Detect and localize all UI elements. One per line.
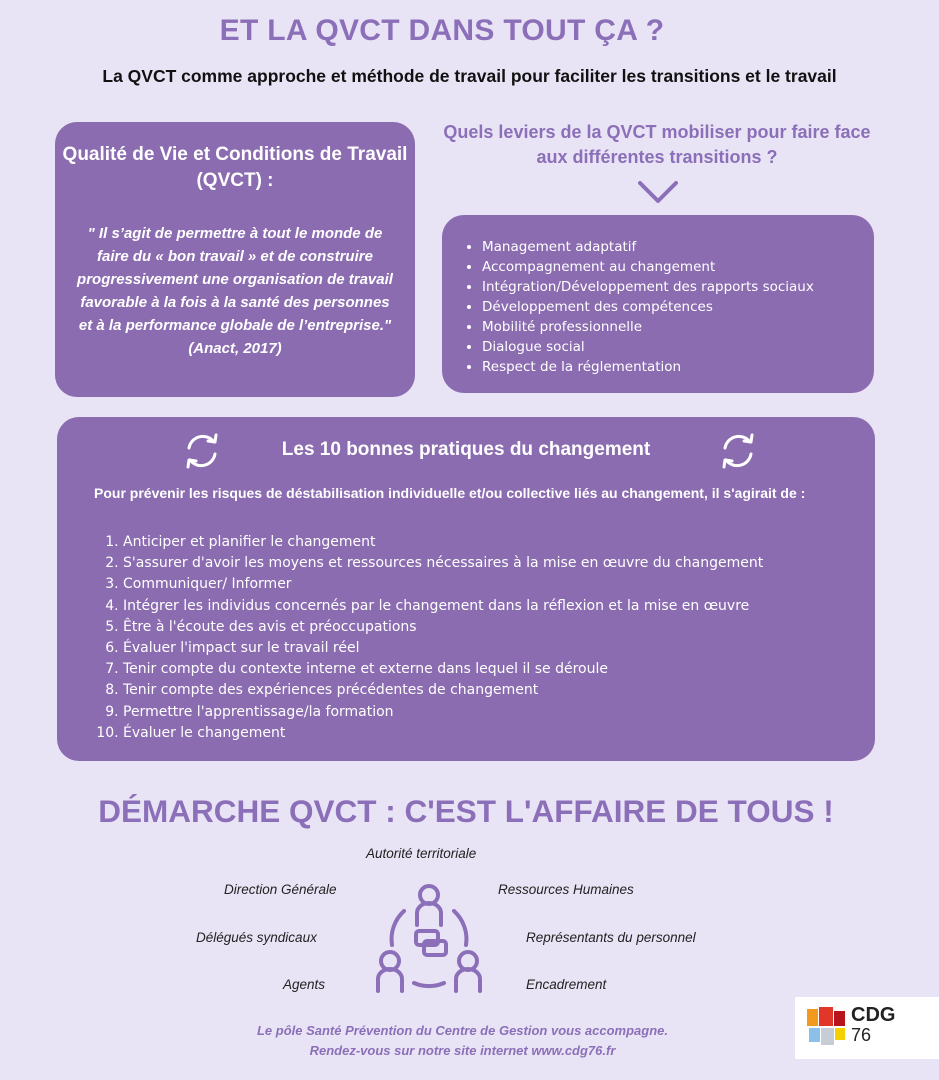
practices-intro: Pour prévenir les risques de déstabilisation individuelle et/ou collective liés au changement, il s'agirait de :	[94, 485, 806, 501]
levers-list	[482, 237, 814, 377]
demarche-title: DÉMARCHE QVCT : C'EST L'AFFAIRE DE TOUS !	[98, 793, 834, 829]
list-item: • Respect de la réglementation	[482, 357, 814, 377]
levers-question: Quels leviers de la QVCT mobiliser pour faire face aux différentes transitions ?	[443, 122, 871, 167]
qvct-quote-text: " Il s’agit de permettre à tout le monde de faire du « bon travail » et de construire progressivement une organisation de travail favorable à la fois à la santé des personnes et à la performance globale de l’entreprise."	[77, 225, 393, 334]
list-item: 5. Être à l'écoute des avis et préoccupations	[123, 617, 763, 638]
practices-card	[57, 417, 875, 761]
actor-label: Représentants du personnel	[526, 930, 696, 945]
list-item: • Dialogue social	[482, 337, 814, 357]
list-item: 3. Communiquer/ Informer	[123, 574, 763, 595]
list-item: • Développement des compétences	[482, 297, 814, 317]
actor-label: Agents	[283, 977, 326, 992]
actor-label: Autorité territoriale	[366, 846, 477, 861]
list-item: 8. Tenir compte des expériences précédentes de changement	[123, 680, 763, 701]
logo-number: 76	[851, 1025, 872, 1045]
list-item: 6. Évaluer l'impact sur le travail réel	[123, 638, 763, 659]
list-item: • Intégration/Développement des rapports sociaux	[482, 277, 814, 297]
people-meeting-icon	[374, 883, 484, 995]
logo-squares-icon	[807, 1007, 847, 1047]
practices-list	[123, 532, 763, 744]
footer-text	[0, 1021, 925, 1061]
page-subtitle: La QVCT comme approche et méthode de travail pour faciliter les transitions et le travail	[102, 66, 837, 86]
cycle-arrows-icon	[717, 430, 759, 472]
qvct-quote-source: (Anact, 2017)	[188, 340, 282, 357]
cdg-logo	[795, 997, 939, 1059]
list-item: • Mobilité professionnelle	[482, 317, 814, 337]
actor-label: Direction Générale	[224, 882, 337, 897]
qvct-quote	[73, 222, 397, 360]
levers-card	[442, 215, 874, 393]
logo-name: CDG	[851, 1004, 896, 1026]
qvct-title: Qualité de Vie et Conditions de Travail (QVCT) :	[62, 144, 408, 191]
list-item: • Management adaptatif	[482, 237, 814, 257]
list-item: 4. Intégrer les individus concernés par le changement dans la réflexion et la mise en œuvre	[123, 596, 763, 617]
list-item: 1. Anticiper et planifier le changement	[123, 532, 763, 553]
actor-label: Ressources Humaines	[498, 882, 634, 897]
qvct-definition-card	[55, 122, 415, 397]
page-title: ET LA QVCT DANS TOUT ÇA ?	[219, 14, 665, 47]
footer-line: Rendez-vous sur notre site internet www.cdg76.fr	[309, 1043, 616, 1058]
list-item: • Accompagnement au changement	[482, 257, 814, 277]
list-item: 7. Tenir compte du contexte interne et externe dans lequel il se déroule	[123, 659, 763, 680]
list-item: 9. Permettre l'apprentissage/la formation	[123, 702, 763, 723]
list-item: 2. S'assurer d'avoir les moyens et ressources nécessaires à la mise en œuvre du changement	[123, 553, 763, 574]
list-item: 10. Évaluer le changement	[123, 723, 763, 744]
actor-label: Délégués syndicaux	[196, 930, 317, 945]
practices-title: Les 10 bonnes pratiques du changement	[281, 439, 651, 460]
footer-line: Le pôle Santé Prévention du Centre de Gestion vous accompagne.	[256, 1023, 669, 1038]
actor-label: Encadrement	[526, 977, 607, 992]
chevron-down-icon	[637, 179, 679, 205]
